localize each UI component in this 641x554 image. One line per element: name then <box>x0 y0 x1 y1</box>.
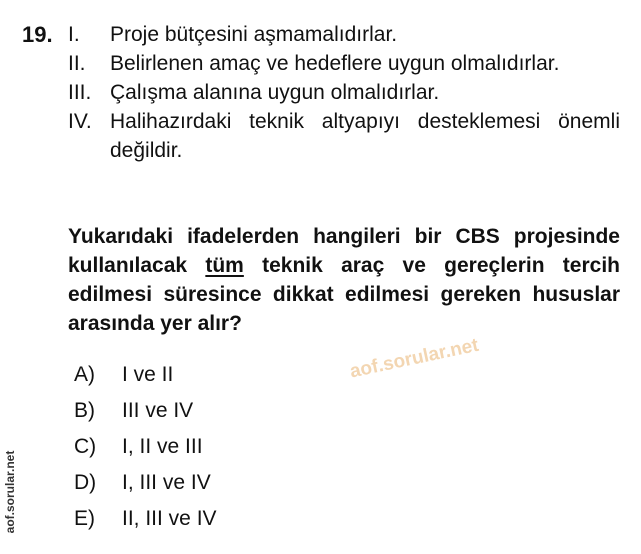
answer-option-d[interactable] <box>74 468 217 504</box>
statement-numeral: III. <box>68 81 92 104</box>
prompt-text-after: teknik araç ve gereçlerin tercih edilmesi süresince dikkat edilmesi gereken hususlar arasında yer alır? <box>68 254 620 335</box>
statement-item <box>68 49 620 78</box>
statement-item <box>68 20 620 49</box>
statement-text: Belirlenen amaç ve hedeflere uygun olmalıdırlar. <box>110 52 560 75</box>
option-letter: D) <box>74 471 97 494</box>
statement-list <box>68 20 620 165</box>
option-text: I ve II <box>122 363 174 386</box>
question-number: 19. <box>22 22 53 47</box>
statement-numeral: II. <box>68 52 86 75</box>
option-text: I, III ve IV <box>122 471 211 494</box>
option-text: II, III ve IV <box>122 507 217 530</box>
option-letter: A) <box>74 363 95 386</box>
option-letter: E) <box>74 507 95 530</box>
answer-option-c[interactable] <box>74 432 217 468</box>
statement-item <box>68 78 620 107</box>
prompt-text-before: Yukarıdaki ifadelerden hangileri bir CBS projesinde kullanılacak <box>68 225 620 277</box>
option-text: I, II ve III <box>122 435 203 458</box>
statement-numeral: I. <box>68 23 80 46</box>
statement-text: Proje bütçesini aşmamalıdırlar. <box>110 23 398 46</box>
statement-numeral: IV. <box>68 110 92 133</box>
option-letter: C) <box>74 435 97 458</box>
answer-option-e[interactable] <box>74 504 217 540</box>
statement-text: Çalışma alanına uygun olmalıdırlar. <box>110 81 440 104</box>
option-text: III ve IV <box>122 399 194 422</box>
side-watermark-text: aof.sorular.net <box>3 450 17 534</box>
answer-options <box>74 360 217 540</box>
statement-text: Halihazırdaki teknik altyapıyı desteklemesi önemli değildir. <box>110 110 620 162</box>
option-letter: B) <box>74 399 95 422</box>
question-prompt <box>68 222 620 338</box>
answer-option-a[interactable] <box>74 360 217 396</box>
prompt-underlined-word: tüm <box>205 254 244 277</box>
answer-option-b[interactable] <box>74 396 217 432</box>
statement-item <box>68 107 620 165</box>
watermark-text: aof.sorular.net <box>348 334 481 383</box>
